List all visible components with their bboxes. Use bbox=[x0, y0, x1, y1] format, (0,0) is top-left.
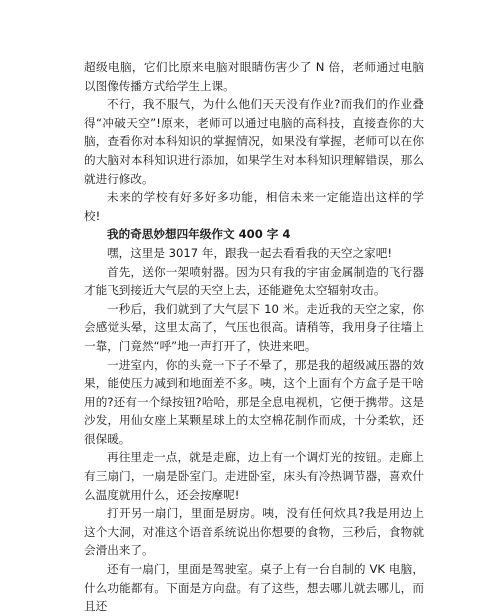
paragraph: 再往里走一点，就是走廊，边上有一个调灯光的按钮。走廊上有三扇门，一扇是卧室门。走进卧室，床头有冷热调节器，喜欢什么温度就用什么，还会按摩呢! bbox=[84, 450, 424, 502]
paragraph: 不行，我不服气，为什么他们天天没有作业?而我们的作业叠得“冲破天空”!原来，老师可以通过电脑的高科技，直接查你的大脑，查看你对本科知识的掌握情况，如果没有掌握，老师可以在你的大脑对本科知识进行添加，如果学生对本科知识理解错误，那么就进行修改。 bbox=[84, 97, 424, 186]
paragraph: 一进室内，你的头竟一下子不晕了，那是我的超级减压器的效果，能使压力减到和地面差不多。咦，这个上面有个方盒子是干啥用的?还有一个绿按钮?哈哈，那是全息电视机，它便于携带。这是沙发，用仙女座上某颗星球上的太空棉花制作而成，十分柔软，还很保暖。 bbox=[84, 357, 424, 446]
paragraph: 未来的学校有好多好多功能，相信未来一定能造出这样的学校! bbox=[84, 190, 424, 223]
paragraph: 一秒后，我们就到了大气层下 10 米。走近我的天空之家，你会感觉头晕，这里太高了，气压也很高。请稍等，我用身子往墙上一靠，门竟然“呼”地一声打开了，快进来吧。 bbox=[84, 301, 424, 353]
paragraph: 超级电脑，它们比原来电脑对眼睛伤害少了 N 倍，老师通过电脑以图像传播方式给学生上课。 bbox=[84, 60, 424, 93]
paragraph: 还有一扇门，里面是驾驶室。桌子上有一台自制的 VK 电脑，什么功能都有。下面是方向盘。有了这些，想去哪儿就去哪儿，而且还 bbox=[84, 562, 424, 614]
paragraph: 嘿，这里是 3017 年，跟我一起去看看我的天空之家吧! bbox=[107, 245, 392, 260]
document-body bbox=[84, 58, 424, 616]
paragraph: 打开另一扇门，里面是厨房。咦，没有任何炊具?我是用边上这个大洞，对准这个语音系统说出你想要的食物，三秒后，食物就会滑出来了。 bbox=[84, 506, 424, 558]
section-heading: 我的奇思妙想四年级作文 400 字 4 bbox=[107, 227, 291, 242]
paragraph: 首先，送你一架喷射器。因为只有我的宇宙金属制造的飞行器才能飞到接近大气层的天空上去，还能避免太空辐射攻击。 bbox=[84, 264, 424, 298]
